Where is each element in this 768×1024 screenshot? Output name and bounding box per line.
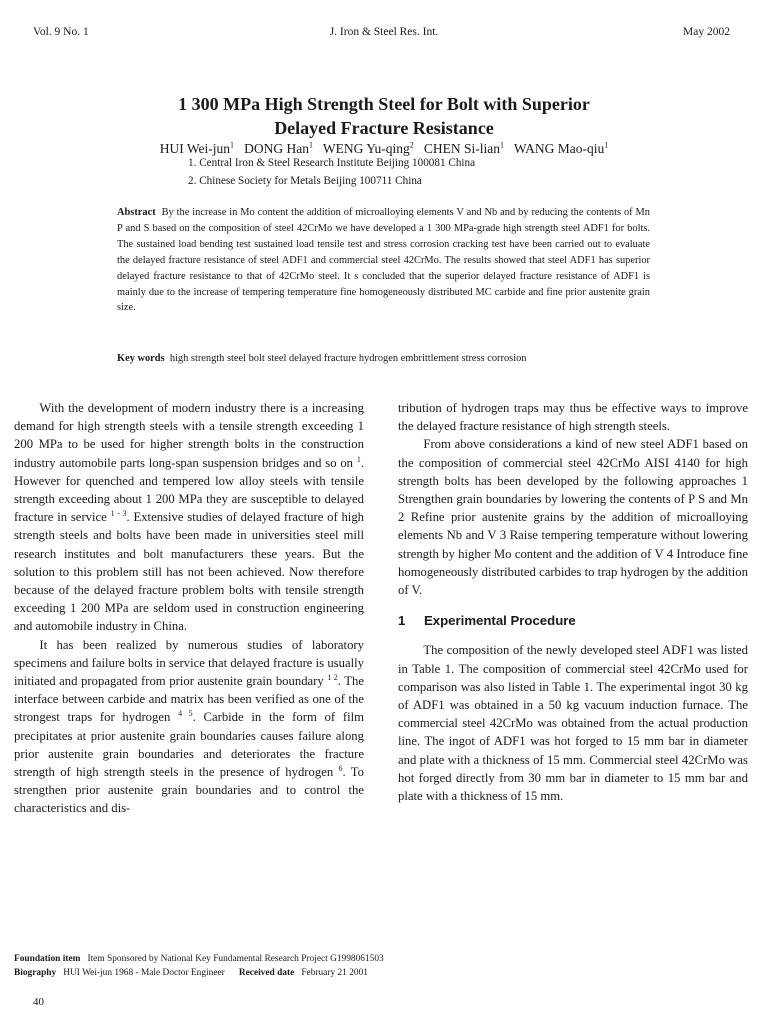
paragraph: With the development of modern industry there is a increasing demand for high strength steels with a tensile strength exceeding 1 200 MPa to be used for higher strength bolts in the construction industry automobile parts long-span suspension bridges and so on $^1$. However for quenched and tempered low alloy steels with tensile strength exceeding about 1 200 MPa they are susceptible to delayed fracture in service $^{1 - 3}$. Extensive studies of delayed fracture of high strength steels and bolts have been made in universities steel mill research institutes and bolt manufacturers these years. But the solution to this problem still has not been achieved. Now therefore because of the delayed fracture problem bolts with tensile strength exceeding 1 200 MPa are seldom used in construction engineering and automobile industry in China. (14, 401, 365, 634)
author: CHEN Si-lian$^1$ (423, 140, 505, 156)
received-label: Received date (238, 968, 295, 978)
author: WENG Yu-qing$^2$ (322, 140, 414, 156)
biography-text: HUI Wei-jun 1968 - Male Doctor Engineer (63, 968, 225, 978)
keywords (117, 351, 650, 367)
page-number: 40 (33, 996, 44, 1008)
footnote-foundation (14, 952, 384, 966)
section-heading (398, 612, 748, 630)
keywords-text: high strength steel bolt steel delayed fracture hydrogen embrittlement stress corrosion (169, 353, 527, 364)
body-column-right (398, 399, 748, 805)
foundation-label: Foundation item (14, 954, 81, 964)
received-text: February 21 2001 (301, 968, 368, 978)
header-volume: Vol. 9 No. 1 (33, 26, 89, 38)
biography-label: Biography (14, 968, 57, 978)
header-journal: J. Iron & Steel Res. Int. (329, 26, 439, 38)
author: WANG Mao-qiu$^1$ (513, 140, 609, 156)
body-column-left (14, 399, 364, 818)
header-date: May 2002 (683, 26, 730, 38)
paper-title-line-1: 1 300 MPa High Strength Steel for Bolt with Superior (178, 94, 590, 114)
affiliation-2: 2. Chinese Society for Metals Beijing 100711 China (188, 175, 422, 187)
author-list (60, 136, 708, 158)
section-title: Experimental Procedure (424, 613, 576, 629)
keywords-label: Key words (117, 353, 165, 364)
paragraph: tribution of hydrogen traps may thus be effective ways to improve the delayed fracture resistance of high strength steels. (398, 401, 748, 434)
section-number: 1 (398, 613, 406, 629)
author: DONG Han$^1$ (244, 140, 313, 156)
paragraph: The composition of the newly developed steel ADF1 was listed in Table 1. The composition of commercial steel 42CrMo used for comparison was also listed in Table 1. The experimental ingot 30 kg of ADF1 was obtained in a 50 kg vacuum induction furnace. The commercial steel 42CrMo was obtained from the actual production line. The ingot of ADF1 was hot forged to 15 mm bar in diameter and plate with a thickness of 15 mm. Commercial steel 42CrMo was hot forged directly from 30 mm bar in diameter to 15 mm bar and plate with a thickness of 15 mm. (398, 643, 748, 804)
paper-title-line-2: Delayed Fracture Resistance (274, 118, 494, 138)
footnote-biography (14, 966, 368, 980)
paragraph: It has been realized by numerous studies of laboratory specimens and failure bolts in service that delayed fracture is usually initiated and propagated from prior austenite grain boundary $^{1 2}$. The interface between carbide and matrix has been verified as one of the strongest traps for hydrogen $^{4 5}$. Carbide in the form of film precipitates at prior austenite grain boundaries causes failure along prior austenite grain boundaries and deteriorates the fracture strength of high strength steels in the presence of hydrogen $^6$. To strengthen prior austenite grain boundaries and to control the characteristics and dis- (14, 637, 365, 816)
foundation-text: Item Sponsored by National Key Fundamental Research Project G1998061503 (87, 954, 384, 964)
abstract-text: By the increase in Mo content the addition of microalloying elements V and Nb and by reducing the contents of Mn P and S based on the composition of steel 42CrMo we have developed a 1 300 MPa-grade high strength steel ADF1 for bolts. The sustained load bending test sustained load tensile test and stress corrosion cracking test have been carried out to evaluate the delayed fracture resistance of steel ADF1 and commercial steel 42CrMo. The results showed that steel ADF1 has superior delayed fracture resistance to that of 42CrMo steel. It s concluded that the superior delayed fracture resistance of ADF1 is mainly due to the increase of tempering temperature fine homogeneously distributed MC carbide and fine prior austenite grain size. (117, 207, 650, 314)
abstract-label: Abstract (117, 207, 156, 218)
paragraph: From above considerations a kind of new steel ADF1 based on the composition of commercial steel 42CrMo AISI 4140 for high strength bolts has been developed by the following approaches 1 Strengthen grain boundaries by lowering the contents of P S and Mn 2 Refine prior austenite grains by the addition of microalloying elements Nb and V 3 Raise tempering temperature without lowering strength by higher Mo content and the addition of V 4 Introduce fine homogeneously distributed carbides to trap hydrogen by the addition of V. (398, 437, 748, 598)
author: HUI Wei-jun$^1$ (159, 140, 234, 156)
abstract (117, 205, 650, 316)
affiliation-1: 1. Central Iron & Steel Research Institute Beijing 100081 China (188, 157, 476, 169)
